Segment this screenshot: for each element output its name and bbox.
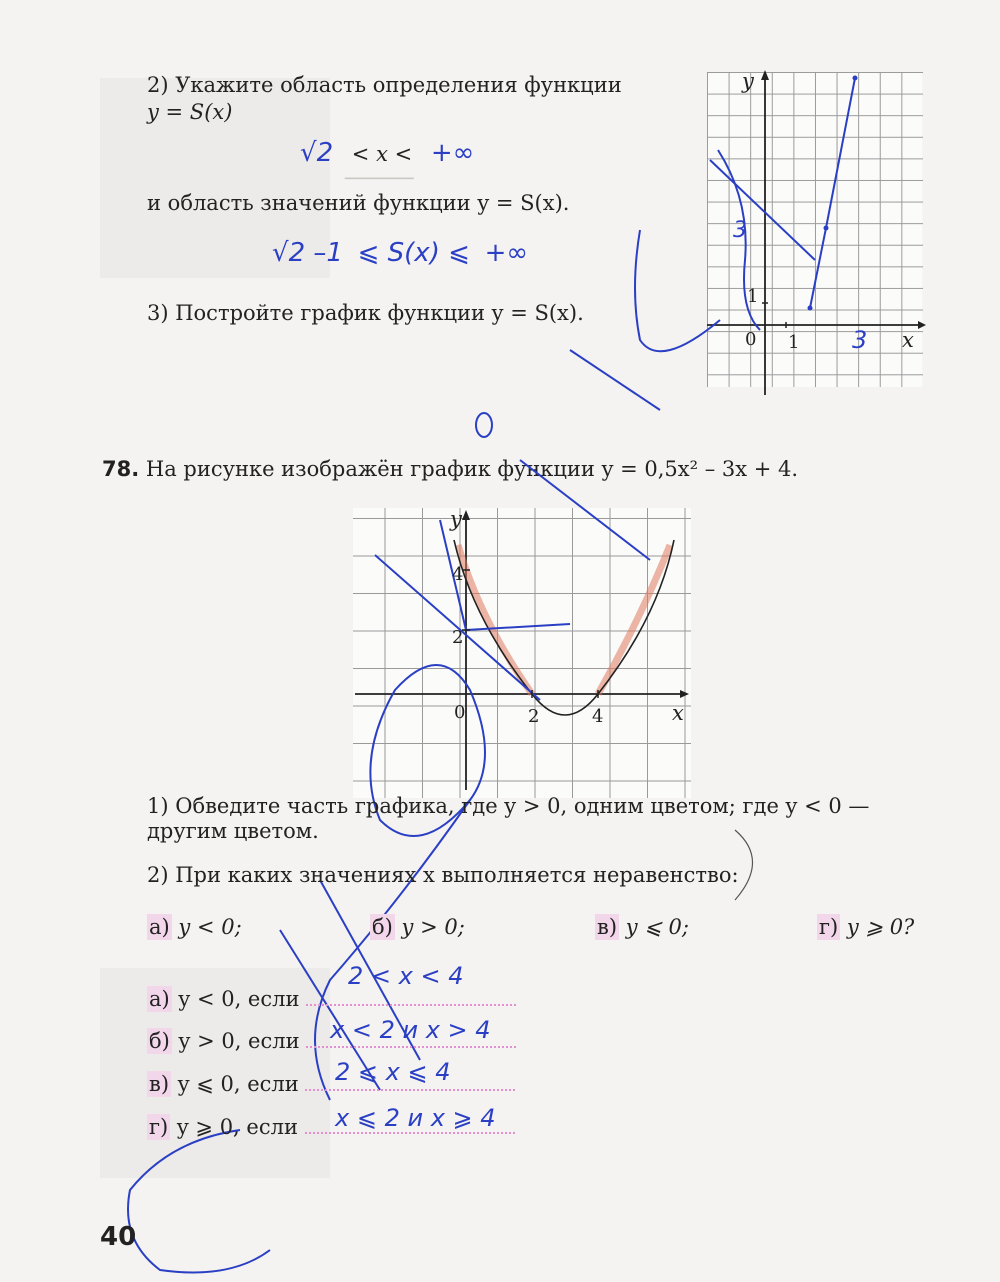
option-d bbox=[817, 914, 914, 940]
option-a-key: а) bbox=[149, 915, 170, 939]
answer-a-key: а) bbox=[149, 987, 170, 1011]
task77-y-tick-label: 1 bbox=[747, 286, 759, 307]
page-number: 40 bbox=[100, 1222, 137, 1252]
scribble-line-3 bbox=[520, 460, 650, 560]
task77-part2-line2: y = S(x) bbox=[147, 100, 233, 124]
task77-x-label: x bbox=[902, 328, 914, 352]
task78-y-tick-2: 2 bbox=[452, 627, 464, 648]
answer-b-key: б) bbox=[149, 1029, 170, 1053]
task78-q1-line2: другим цветом. bbox=[147, 819, 319, 843]
task77-part2-line1: 2) Укажите область определения функции bbox=[147, 73, 622, 97]
scribble-line-4 bbox=[570, 350, 660, 410]
option-b-text: y > 0; bbox=[401, 915, 465, 939]
handwritten-domain-right: +∞ bbox=[430, 138, 475, 168]
option-c-text: y ⩽ 0; bbox=[625, 915, 689, 939]
domain-middle: < x < bbox=[351, 142, 413, 166]
answer-a-prefix: y < 0, если bbox=[178, 987, 300, 1011]
answer-b-prefix: y > 0, если bbox=[178, 1029, 300, 1053]
answer-b-handwritten: x < 2 и x > 4 bbox=[330, 1016, 491, 1044]
option-a bbox=[147, 914, 242, 940]
task78-y-label: y bbox=[450, 507, 462, 531]
task77-range-line: и область значений функции y = S(x). bbox=[147, 191, 570, 215]
ghost-text-1: ────── bbox=[345, 168, 414, 190]
scribble-left-curve bbox=[128, 1130, 270, 1273]
task78-number: 78. bbox=[102, 457, 140, 481]
answer-c-prefix: y ⩽ 0, если bbox=[177, 1072, 299, 1096]
answer-d-key: г) bbox=[149, 1115, 169, 1139]
task77-hand-x3: 3 bbox=[852, 326, 868, 354]
answer-a-handwritten: 2 < x < 4 bbox=[348, 962, 464, 990]
handwritten-domain-left: √2 bbox=[300, 138, 334, 168]
answer-c-key: в) bbox=[149, 1072, 170, 1096]
answer-d-prefix: y ⩾ 0, если bbox=[176, 1115, 298, 1139]
option-b bbox=[370, 914, 465, 940]
task78-q1-line1: 1) Обведите часть графика, где y > 0, одним цветом; где y < 0 — bbox=[147, 794, 870, 818]
option-c-key: в) bbox=[597, 915, 618, 939]
scribble-small-o bbox=[476, 413, 492, 437]
answer-d-handwritten: x ⩽ 2 и x ⩾ 4 bbox=[335, 1104, 496, 1132]
answer-c bbox=[147, 1071, 515, 1097]
task77-origin: 0 bbox=[745, 329, 757, 350]
scribble-top-hook bbox=[635, 230, 720, 351]
task78-x-label: x bbox=[672, 701, 684, 725]
task77-x-tick-label: 1 bbox=[788, 332, 800, 353]
task78-y-tick-4: 4 bbox=[452, 564, 464, 585]
option-d-text: y ⩾ 0? bbox=[846, 915, 915, 939]
task78-x-tick-4: 4 bbox=[592, 706, 604, 727]
answer-c-handwritten: 2 ⩽ x ⩽ 4 bbox=[335, 1058, 451, 1086]
task77-y-label: y bbox=[742, 69, 754, 93]
task77-hand-y3: 3 bbox=[733, 218, 747, 243]
handwritten-range-left: √2 –1 bbox=[272, 238, 343, 268]
option-d-key: г) bbox=[819, 915, 839, 939]
handwritten-range-middle: ⩽ S(x) ⩽ bbox=[357, 238, 470, 268]
option-b-key: б) bbox=[372, 915, 393, 939]
task78-x-tick-2: 2 bbox=[528, 706, 540, 727]
scribble-long-stroke bbox=[315, 800, 470, 1100]
handwritten-range-right: +∞ bbox=[484, 238, 529, 268]
task78-text: На рисунке изображён график функции y = 0,5x² – 3x + 4. bbox=[145, 457, 799, 481]
option-c bbox=[595, 914, 689, 940]
task78-origin: 0 bbox=[454, 702, 466, 723]
task78-q2: 2) При каких значениях x выполняется неравенство: bbox=[147, 863, 739, 887]
option-a-text: y < 0; bbox=[178, 915, 242, 939]
task77-part3: 3) Постройте график функции y = S(x). bbox=[147, 301, 584, 325]
